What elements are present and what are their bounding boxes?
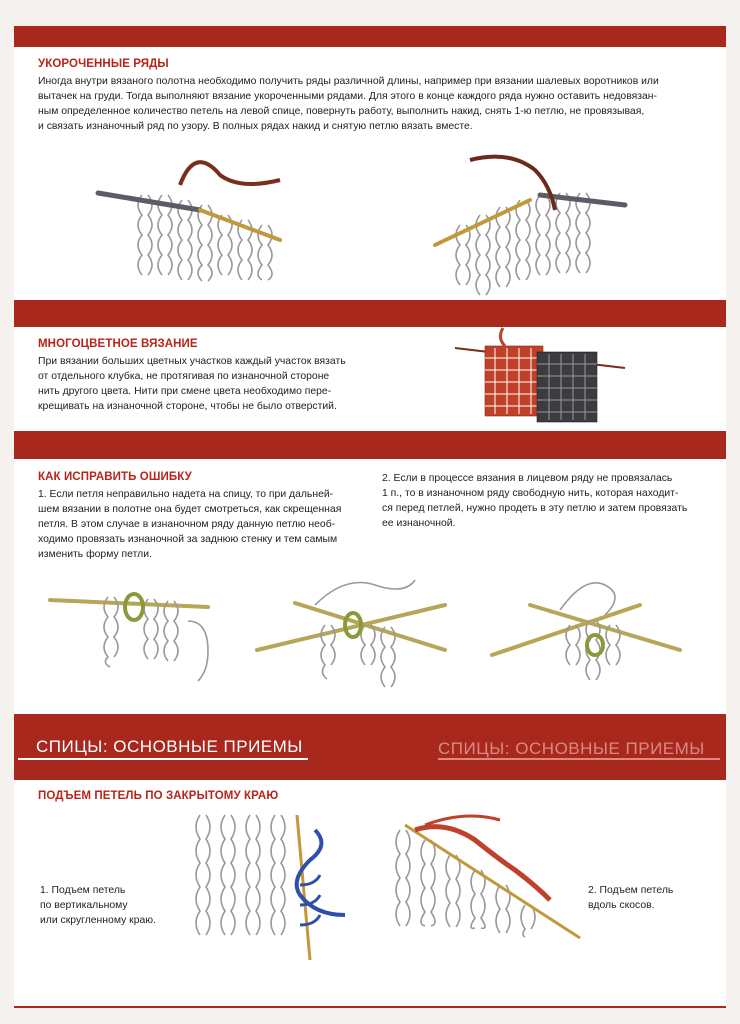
yarn-brown [180,162,280,185]
banner-underline-left [18,758,308,760]
yarn-blue [297,830,345,915]
multicolor-line4: крещивать на изнаночной стороне, чтобы не было отверстий. [38,401,337,412]
fix-illustration-2 [255,575,455,685]
multicolor-line2: от отдельного клубка, не протягивая по изнаночной стороне [38,371,330,382]
short-rows-line1: Иногда внутри вязаного полотна необходимо получить ряды различной длины, например при вязании шалевых воротников или [38,76,659,87]
fix-col1-line2: шем вязании в полотне она будет смотреться, как скрещенная [38,504,342,515]
banner-title-right: СПИЦЫ: ОСНОВНЫЕ ПРИЕМЫ [438,739,705,758]
fix-mistake-title: КАК ИСПРАВИТЬ ОШИБКУ [38,471,192,483]
fix-col2-line4: ее изнаночной. [382,518,456,529]
needle-gold [405,825,580,938]
banner-underline-right [438,758,720,760]
short-rows-title: УКОРОЧЕННЫЕ РЯДЫ [38,58,169,70]
fix-illustration-3 [490,575,690,685]
short-rows-line3: ным определенное количество петель на левой спице, повернуть работу, выполнить накид, снять 1-ю петлю, не провязывая, [38,106,645,117]
fix-mistake-col1 [38,487,368,562]
fix-mistake-col2 [382,471,712,531]
fix-illustration-1 [48,585,218,695]
short-rows-illustration-left [90,145,390,295]
short-rows-text [38,74,708,134]
pickup-illustration-slope [385,810,595,970]
multicolor-text [38,354,368,414]
yarn-red [415,827,550,900]
pickup-illustration-vertical [185,805,355,965]
pickup-caption1-line2: по вертикальному [40,900,128,911]
multicolor-title: МНОГОЦВЕТНОЕ ВЯЗАНИЕ [38,338,198,350]
pickup-caption1-line3: или скругленному краю. [40,915,156,926]
short-rows-line4: и связать изнаночный ряд по узору. В полных рядах накид и снятую петлю вязать вместе. [38,121,473,132]
fix-col1-line4: ходимо провязать изнаночной за заднюю стенку и тем самым [38,534,338,545]
needle-gold [435,200,530,245]
fix-col2-line1: 2. Если в процессе вязания в лицевом ряду не провязалась [382,473,673,484]
pickup-caption1-line1: 1. Подъем петель [40,885,126,896]
fix-col2-line3: ся перед петлей, нужно продеть в эту петлю и затем провязать [382,503,688,514]
pickup-caption2-line1: 2. Подъем петель [588,885,674,896]
fix-col1-line5: изменить форму петли. [38,549,152,560]
stitch-columns [138,195,272,281]
yarn-brown [470,157,555,210]
fix-col1-line3: петля. В этом случае в изнаночном ряду данную петлю необ- [38,519,336,530]
pickup-caption2-line2: вдоль скосов. [588,900,655,911]
pickup-title: ПОДЪЕМ ПЕТЕЛЬ ПО ЗАКРЫТОМУ КРАЮ [38,790,279,802]
multicolor-line1: При вязании больших цветных участков каждый участок вязать [38,356,346,367]
multicolor-illustration [455,328,635,428]
fix-col1-line1: 1. Если петля неправильно надета на спицу, то при дальней- [38,489,334,500]
pickup-caption-1 [40,883,156,928]
short-rows-line2: вытачек на груди. Тогда выполняют вязание укороченными рядами. Для этого в конце каждого ряда нужно оставить недовязан- [38,91,657,102]
multicolor-line3: нить другого цвета. Нити при смене цвета необходимо пере- [38,386,332,397]
pickup-caption-2 [588,883,673,913]
short-rows-illustration-right [430,145,650,295]
fix-col2-line2: 1 п., то в изнаночном ряду свободную нить, которая находит- [382,488,679,499]
banner-title-left: СПИЦЫ: ОСНОВНЫЕ ПРИЕМЫ [36,737,303,756]
